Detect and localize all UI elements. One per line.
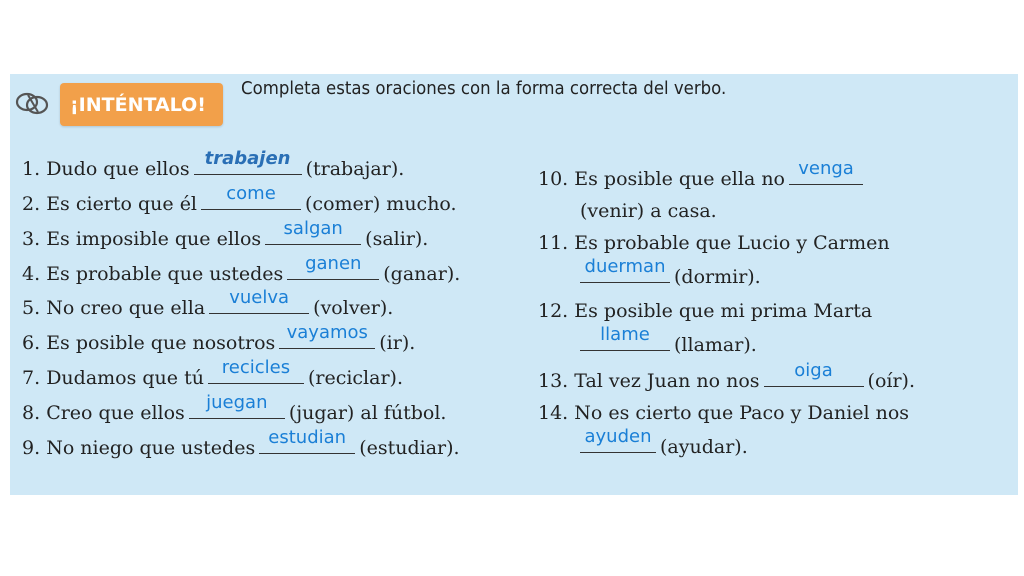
- answer-blank[interactable]: [279, 322, 375, 349]
- answer-text: estudian: [268, 427, 347, 448]
- answer-blank[interactable]: [259, 427, 355, 454]
- answer-text: recicles: [221, 357, 291, 378]
- exercise-item-11-cont: duerman (dormir).: [580, 266, 761, 287]
- exercise-item-4: 4. Es probable que ustedes ganen (ganar).: [22, 253, 461, 285]
- answer-blank[interactable]: [580, 426, 656, 453]
- answer-blank[interactable]: [189, 392, 285, 419]
- answer-text: ayuden: [584, 426, 652, 447]
- badge-label: ¡INTÉNTALO!: [70, 93, 206, 116]
- speech-bubbles-icon: [14, 90, 50, 118]
- answer-text: juegan: [206, 392, 268, 413]
- answer-blank[interactable]: [208, 357, 304, 384]
- answer-blank[interactable]: [789, 158, 863, 185]
- answer-text: come: [226, 183, 276, 204]
- answer-text: oiga: [794, 360, 833, 381]
- instructions-text: Completa estas oraciones con la forma correcta del verbo.: [241, 78, 727, 99]
- exercise-item-9: 9. No niego que ustedes estudian (estudiar).: [22, 427, 460, 459]
- answer-blank[interactable]: [580, 256, 670, 283]
- exercise-item-3: 3. Es imposible que ellos salgan (salir).: [22, 218, 429, 250]
- answer-blank[interactable]: [287, 253, 379, 280]
- answer-blank[interactable]: [209, 287, 309, 314]
- exercise-item-2: 2. Es cierto que él come (comer) mucho.: [22, 183, 457, 215]
- answer-blank[interactable]: [201, 183, 301, 210]
- exercise-item-14: 14. No es cierto que Paco y Daniel nos: [538, 402, 910, 424]
- exercise-item-10-cont: (venir) a casa.: [580, 200, 717, 222]
- answer-blank[interactable]: [764, 360, 864, 387]
- answer-text: duerman: [584, 256, 666, 277]
- exercise-item-8: 8. Creo que ellos juegan (jugar) al fútbol.: [22, 392, 447, 424]
- answer-text: vayamos: [286, 322, 368, 343]
- exercise-item-6: 6. Es posible que nosotros vayamos (ir).: [22, 322, 416, 354]
- answer-text: salgan: [283, 218, 343, 239]
- exercise-item-14-cont: ayuden (ayudar).: [580, 436, 748, 457]
- answer-blank[interactable]: [265, 218, 361, 245]
- answer-text: venga: [798, 158, 854, 179]
- answer-blank[interactable]: [194, 148, 302, 175]
- answer-blank[interactable]: [580, 324, 670, 351]
- answer-text: llame: [600, 324, 650, 345]
- exercise-item-1: 1. Dudo que ellos trabajen (trabajar).: [22, 148, 405, 180]
- answer-text: ganen: [305, 253, 362, 274]
- exercise-item-5: 5. No creo que ella vuelva (volver).: [22, 287, 394, 319]
- exercise-item-12-cont: llame (llamar).: [580, 334, 757, 355]
- exercise-item-12: 12. Es posible que mi prima Marta: [538, 300, 873, 322]
- exercise-item-7: 7. Dudamos que tú recicles (reciclar).: [22, 357, 403, 389]
- answer-text: trabajen: [204, 148, 291, 169]
- intentalo-badge: [60, 83, 223, 126]
- exercise-item-11: 11. Es probable que Lucio y Carmen: [538, 232, 890, 254]
- exercise-item-10: 10. Es posible que ella no venga: [538, 168, 867, 189]
- answer-text: vuelva: [229, 287, 290, 308]
- exercise-item-13: 13. Tal vez Juan no nos oiga (oír).: [538, 360, 916, 392]
